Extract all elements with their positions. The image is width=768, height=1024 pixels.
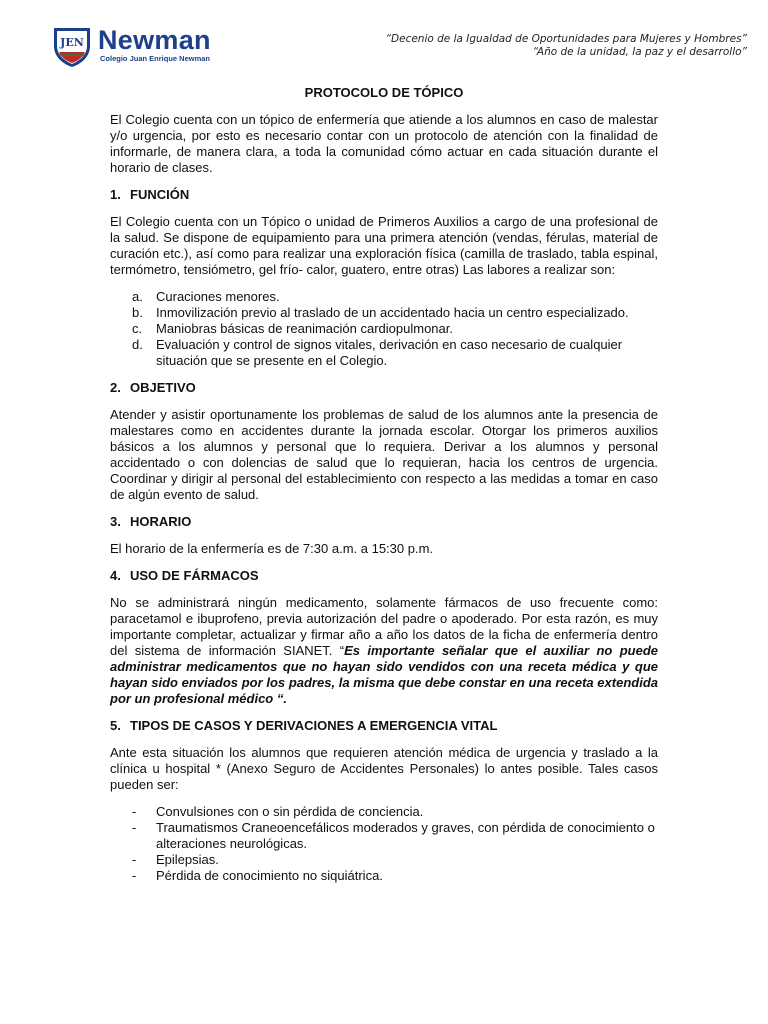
emphasis-text: Es importante señalar que el auxiliar no puede administrar medicamentos que no hayan sido vendidos con una receta médica y que hayan sido enviados por los padres, la misma que debe constar en una receta extendida por un profesional médico “. — [110, 643, 658, 706]
list-item-text: Maniobras básicas de reanimación cardiopulmonar. — [156, 321, 453, 336]
section-paragraph — [110, 595, 658, 707]
list-item — [110, 868, 658, 884]
section-title: FUNCIÓN — [130, 187, 190, 202]
intro-paragraph: El Colegio cuenta con un tópico de enfermería que atiende a los alumnos en caso de malestar y/o urgencia, por esto es necesario contar con un protocolo de atención con la finalidad de informarle, de manera clara, a toda la comunidad cómo actuar en cada situación durante el horario de clases. — [110, 112, 658, 175]
list-item-text: Traumatismos Craneoencefálicos moderados y graves, con pérdida de conocimiento o alteraciones neurológicas. — [156, 820, 655, 851]
section-paragraph: El horario de la enfermería es de 7:30 a.m. a 15:30 p.m. — [110, 541, 434, 556]
list-item — [110, 321, 658, 337]
motto-line-1: “Decenio de la Igualdad de Oportunidades para Mujeres y Hombres” — [385, 33, 747, 45]
list-item-text: Pérdida de conocimiento no siquiátrica. — [156, 868, 383, 883]
motto-line-2: “Año de la unidad, la paz y el desarrollo” — [532, 46, 747, 58]
section-paragraph: El Colegio cuenta con un Tópico o unidad de Primeros Auxilios a cargo de una profesional de la salud. Se dispone de equipamiento para una primera atención (vendas, férulas, material de curación etc.), así como para realizar una exploración física (camilla de traslado, tabla espinal, termómetro, tensiómetro, gel frío- calor, guatero, entre otras) Las labores a realizar son: — [110, 214, 658, 277]
list-item-text: Epilepsias. — [156, 852, 219, 867]
list-item — [110, 804, 658, 820]
section-number: 5. — [110, 718, 121, 733]
list-marker: b. — [132, 305, 143, 320]
section-heading-tipos-de-casos — [110, 718, 658, 734]
paragraph-text: No se administrará ningún medicamento, solamente fármacos de uso frecuente como: paracetamol e ibuprofeno, previa autorización del padre o apoderado. Por esta razón, es muy importante completar, actualizar y firmar año a año los datos de la ficha de enfermería dentro del sistema de información SIANET. “ — [110, 595, 658, 658]
section-paragraph: Ante esta situación los alumnos que requieren atención médica de urgencia y traslado a la clínica u hospital * (Anexo Seguro de Accidentes Personales) lo antes posible. Tales casos pueden ser: — [110, 745, 658, 792]
section-number: 1. — [110, 187, 121, 202]
school-subtitle: Colegio Juan Enrique Newman — [100, 54, 211, 63]
section-heading-funcion — [110, 187, 658, 203]
shield-monogram: JEN — [60, 36, 84, 49]
section-title: OBJETIVO — [130, 380, 196, 395]
list-marker: - — [132, 804, 137, 819]
cases-list — [110, 804, 658, 884]
document-title: PROTOCOLO DE TÓPICO — [304, 85, 464, 100]
list-item — [110, 337, 658, 369]
list-item-text: Evaluación y control de signos vitales, derivación en caso necesario de cualquier situación que se presente en el Colegio. — [156, 337, 623, 368]
list-marker: a. — [132, 289, 143, 304]
section-number: 3. — [110, 514, 121, 529]
section-paragraph: Atender y asistir oportunamente los problemas de salud de los alumnos ante la presencia de malestares como en accidentes durante la jornada escolar. Otorgar los primeros auxilios básicos a los alumnos y personal que lo requiera. Derivar a los alumnos y personal accidentado o con dolencias de salud que lo requieran, hacia los centros de urgencia. Coordinar y dirigir al personal del establecimiento con respecto a las medidas a tomar en caso de algún evento de salud. — [110, 407, 658, 502]
section-number: 2. — [110, 380, 121, 395]
header-motto — [386, 33, 747, 59]
list-marker: c. — [132, 321, 143, 336]
list-item — [110, 820, 658, 852]
section-heading-farmacos — [110, 568, 658, 584]
shield-icon — [50, 24, 94, 68]
list-item-text: Convulsiones con o sin pérdida de conciencia. — [156, 804, 424, 819]
list-marker: - — [132, 852, 137, 867]
list-marker: - — [132, 868, 137, 883]
school-name: Newman — [98, 25, 211, 55]
list-item — [110, 289, 658, 305]
list-item — [110, 305, 658, 321]
section-title: HORARIO — [130, 514, 192, 529]
list-marker: - — [132, 820, 137, 835]
section-number: 4. — [110, 568, 121, 583]
section-heading-horario — [110, 514, 658, 530]
section-title: TIPOS DE CASOS Y DERIVACIONES A EMERGENCIA VITAL — [130, 718, 498, 733]
list-item-text: Curaciones menores. — [156, 289, 280, 304]
page-header — [0, 0, 768, 80]
tasks-list — [110, 289, 658, 369]
section-heading-objetivo — [110, 380, 658, 396]
list-item-text: Inmovilización previo al traslado de un accidentado hacia un centro especializado. — [156, 305, 629, 320]
list-item — [110, 852, 658, 868]
list-marker: d. — [132, 337, 143, 352]
document-body — [110, 85, 658, 895]
school-logo — [50, 24, 211, 68]
section-title: USO DE FÁRMACOS — [130, 568, 259, 583]
